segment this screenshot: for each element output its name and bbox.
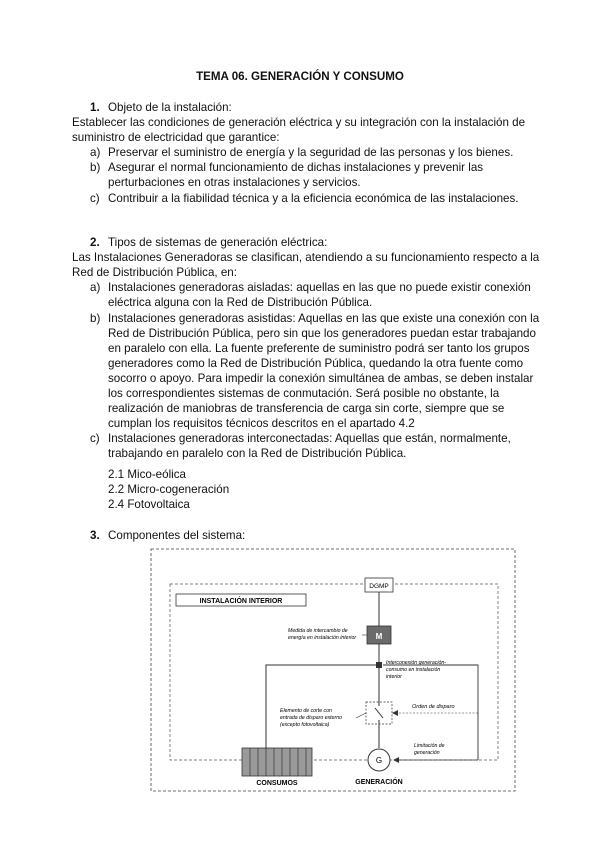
elemento-label-1: Elemento de corte con <box>280 708 332 714</box>
section-2-item-line: socorro o apoyo. Para impedir la conexión simultánea de ambas, se deben instalar <box>108 371 534 385</box>
medida-label-1: Medida de intercambio de <box>288 628 348 634</box>
section-2-heading: Tipos de sistemas de generación eléctrica: <box>108 236 328 249</box>
generacion-label: GENERACIÓN <box>355 779 403 786</box>
junction-node <box>376 662 382 668</box>
section-2-item-line: trabajando en paralelo con la Red de Distribución Pública. <box>108 447 407 461</box>
section-1-intro-line: suministro de electricidad que garantice: <box>72 131 280 145</box>
section-2-number: 2. <box>90 236 100 249</box>
limitacion-label-1: Limitación de <box>414 743 445 749</box>
medida-label-2: energía en instalación interior <box>288 635 357 641</box>
interconexion-label-2: consumo en instalación <box>386 667 441 673</box>
section-2-item-line: Instalaciones generadoras aisladas: aquellas en las que no puede existir conexión <box>108 281 531 295</box>
orden-arrow <box>392 710 398 716</box>
section-2-item-marker: c) <box>90 432 100 446</box>
interconexion-label-1: Interconexión generación- <box>386 660 446 666</box>
section-2-item-line: generadores como la Red de Distribución Pública, quedando la otra fuente como <box>108 356 524 370</box>
section-2-item-line: Red de Distribución Pública, pero sin que los generadores puedan estar trabajando <box>108 326 536 340</box>
subsection-item: 2.2 Micro-cogeneración <box>108 483 230 497</box>
document-title: TEMA 06. GENERACIÓN Y CONSUMO <box>196 70 404 83</box>
section-2-item-line: los correspondientes sistemas de conmutación. Será posible no obstante, la <box>108 387 500 400</box>
consumos-label: CONSUMOS <box>256 780 298 787</box>
section-1-item-line: perturbaciones en otras instalaciones y servicios. <box>108 176 361 190</box>
section-2-item-line: eléctrica alguna con la Red de Distribución Pública. <box>108 296 373 310</box>
generator-symbol: G <box>375 756 383 765</box>
installation-label: INSTALACIÓN INTERIOR <box>199 598 283 605</box>
section-2-item-marker: a) <box>90 281 101 295</box>
section-1-item-line: Preservar el suministro de energía y la seguridad de las personas y los bienes. <box>108 146 514 160</box>
section-2-item-marker: b) <box>90 311 101 325</box>
subsection-item: 2.4 Fotovoltaica <box>108 498 190 512</box>
orden-label: Orden de disparo <box>412 704 455 710</box>
section-1-item-marker: a) <box>90 146 101 160</box>
section-3-heading: Componentes del sistema: <box>108 529 246 542</box>
section-2-item-line: Instalaciones generadoras interconectadas: Aquellas que están, normalmente, <box>108 432 511 446</box>
installation-frame <box>170 584 498 760</box>
meter-label: M <box>375 632 383 641</box>
dgmp-label: DGMP <box>369 583 389 590</box>
limitacion-label-2: generación <box>414 750 440 756</box>
section-1-item-line: Contribuir a la fiabilidad técnica y a la eficiencia económica de las instalaciones. <box>108 191 519 205</box>
subsection-item: 2.1 Mico-eólica <box>108 468 186 481</box>
section-1-item-marker: c) <box>90 191 100 205</box>
section-1-number: 1. <box>90 101 100 114</box>
section-2-item-line: cumplan los requisitos técnicos descritos en el apartado 4.2 <box>108 417 415 431</box>
section-1-item-line: Asegurar el normal funcionamiento de dichas instalaciones y prevenir las <box>108 161 484 175</box>
switch-blade <box>375 708 383 718</box>
elemento-label-2: entrada de disparo externo <box>280 715 343 721</box>
limitacion-arrow <box>393 757 399 763</box>
section-2-intro-line: Las Instalaciones Generadoras se clasifican, atendiendo a su funcionamiento respecto a la <box>72 251 540 265</box>
section-2-intro-line: Red de Distribución Pública, en: <box>72 266 237 280</box>
section-1-heading: Objeto de la instalación: <box>108 101 232 114</box>
elemento-label-3: (excepto fotovoltaica) <box>280 722 330 728</box>
consumos-block <box>242 748 312 776</box>
interconexion-label-3: interior <box>386 674 402 680</box>
diagram-outer-border <box>151 549 515 791</box>
system-components-diagram <box>150 548 516 792</box>
section-1-intro-line: Establecer las condiciones de generación eléctrica y su integración con la instalación de <box>72 116 526 129</box>
section-2-item-line: en paralelo con ella. La fuente preferente de suministro podrá ser tanto los grupos <box>108 341 530 355</box>
section-2-item-line: realización de maniobras de transferencia de carga sin corte, siempre que se <box>108 402 505 416</box>
section-1-item-marker: b) <box>90 161 101 175</box>
section-3-number: 3. <box>90 529 100 542</box>
consumos-wire <box>266 665 376 748</box>
section-2-item-line: Instalaciones generadoras asistidas: Aquellas en las que existe una conexión con la <box>108 311 540 325</box>
elemento-pointer <box>356 713 366 718</box>
